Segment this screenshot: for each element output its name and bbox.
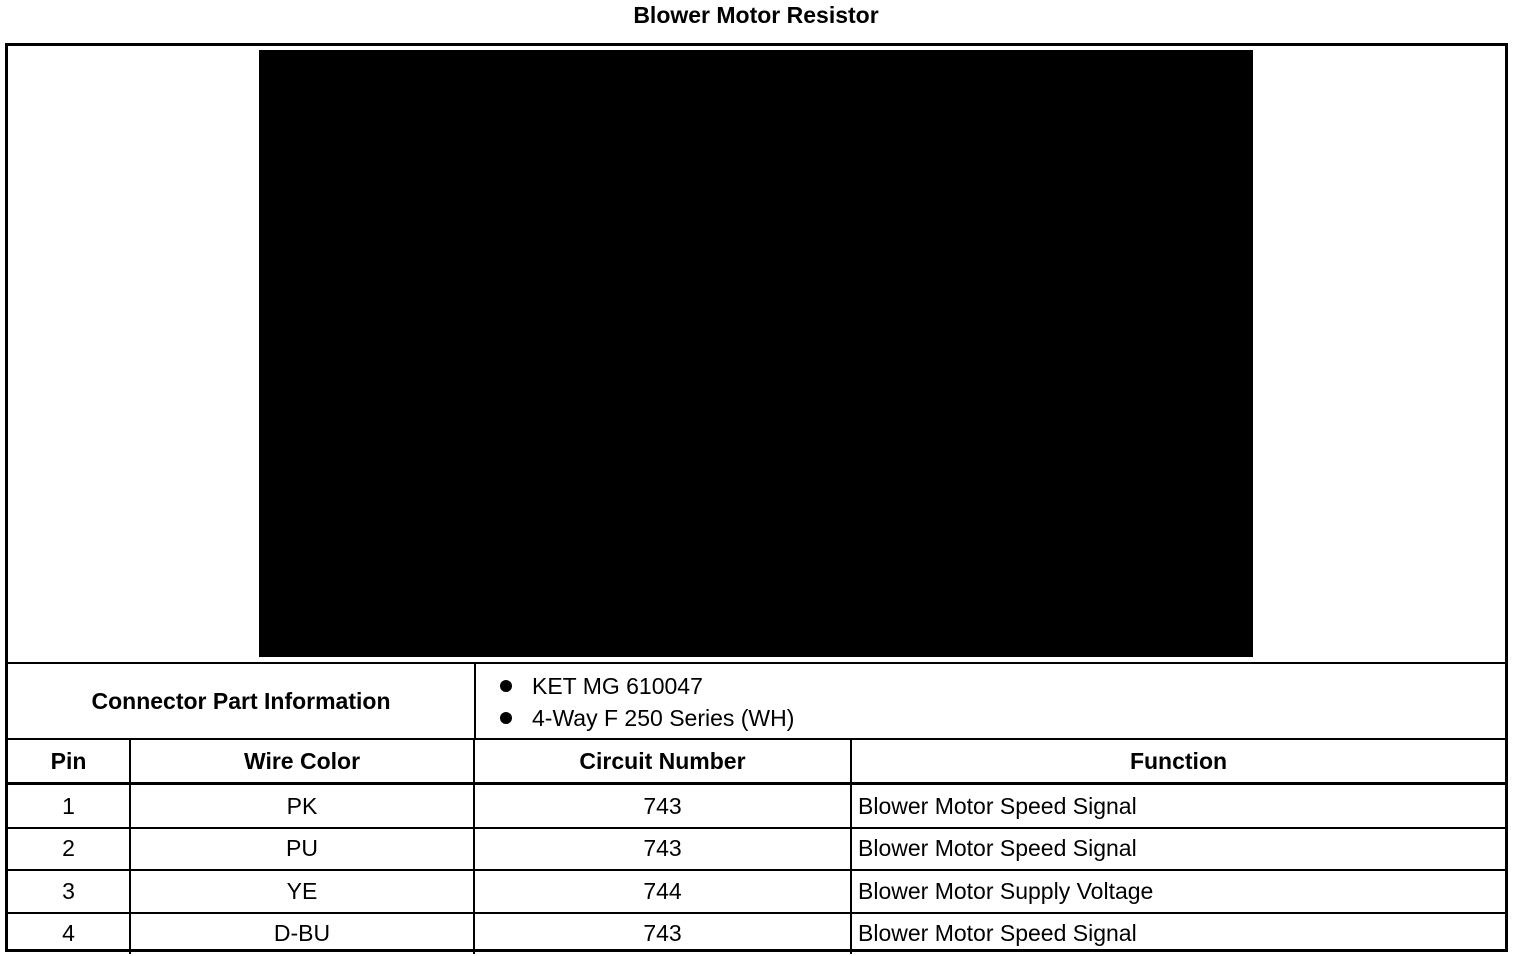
circuit-number-cell: 744	[475, 870, 852, 912]
function-cell: Blower Motor Speed Signal	[858, 919, 1137, 946]
wire-color-cell: D-BU	[131, 912, 475, 954]
wire-color-cell: PK	[131, 785, 475, 827]
wire-color-cell: YE	[131, 870, 475, 912]
header-function: Function	[1129, 747, 1228, 774]
function-cell: Blower Motor Speed Signal	[858, 792, 1137, 819]
connector-image-area	[8, 46, 1505, 664]
connector-part-info-label: Connector Part Information	[8, 664, 476, 738]
wire-color-cell: PU	[131, 827, 475, 869]
bullet-icon	[500, 680, 512, 692]
connector-image	[259, 50, 1253, 657]
header-pin: Pin	[8, 740, 131, 782]
function-cell: Blower Motor Speed Signal	[858, 834, 1137, 861]
function-cell: Blower Motor Supply Voltage	[858, 877, 1154, 904]
table-row	[8, 912, 1505, 954]
header-wire-color: Wire Color	[131, 740, 475, 782]
page-title: Blower Motor Resistor	[633, 2, 879, 28]
bullet-icon	[500, 712, 512, 724]
table-row	[8, 870, 1505, 914]
table-row	[8, 827, 1505, 871]
connector-part-info-row	[8, 664, 1505, 740]
circuit-number-cell: 743	[475, 912, 852, 954]
pin-cell: 3	[8, 870, 131, 912]
connector-part-item	[500, 670, 703, 702]
connector-info-table	[5, 43, 1508, 952]
header-circuit-number: Circuit Number	[475, 740, 852, 782]
pin-cell: 2	[8, 827, 131, 869]
pin-cell: 4	[8, 912, 131, 954]
circuit-number-cell: 743	[475, 785, 852, 827]
circuit-number-cell: 743	[475, 827, 852, 869]
connector-part-info-list	[476, 664, 1505, 738]
connector-part-item	[500, 702, 794, 734]
table-row	[8, 785, 1505, 829]
connector-part-text: 4-Way F 250 Series (WH)	[532, 705, 795, 731]
pin-cell: 1	[8, 785, 131, 827]
table-header-row	[8, 740, 1505, 785]
connector-part-text: KET MG 610047	[532, 673, 703, 699]
